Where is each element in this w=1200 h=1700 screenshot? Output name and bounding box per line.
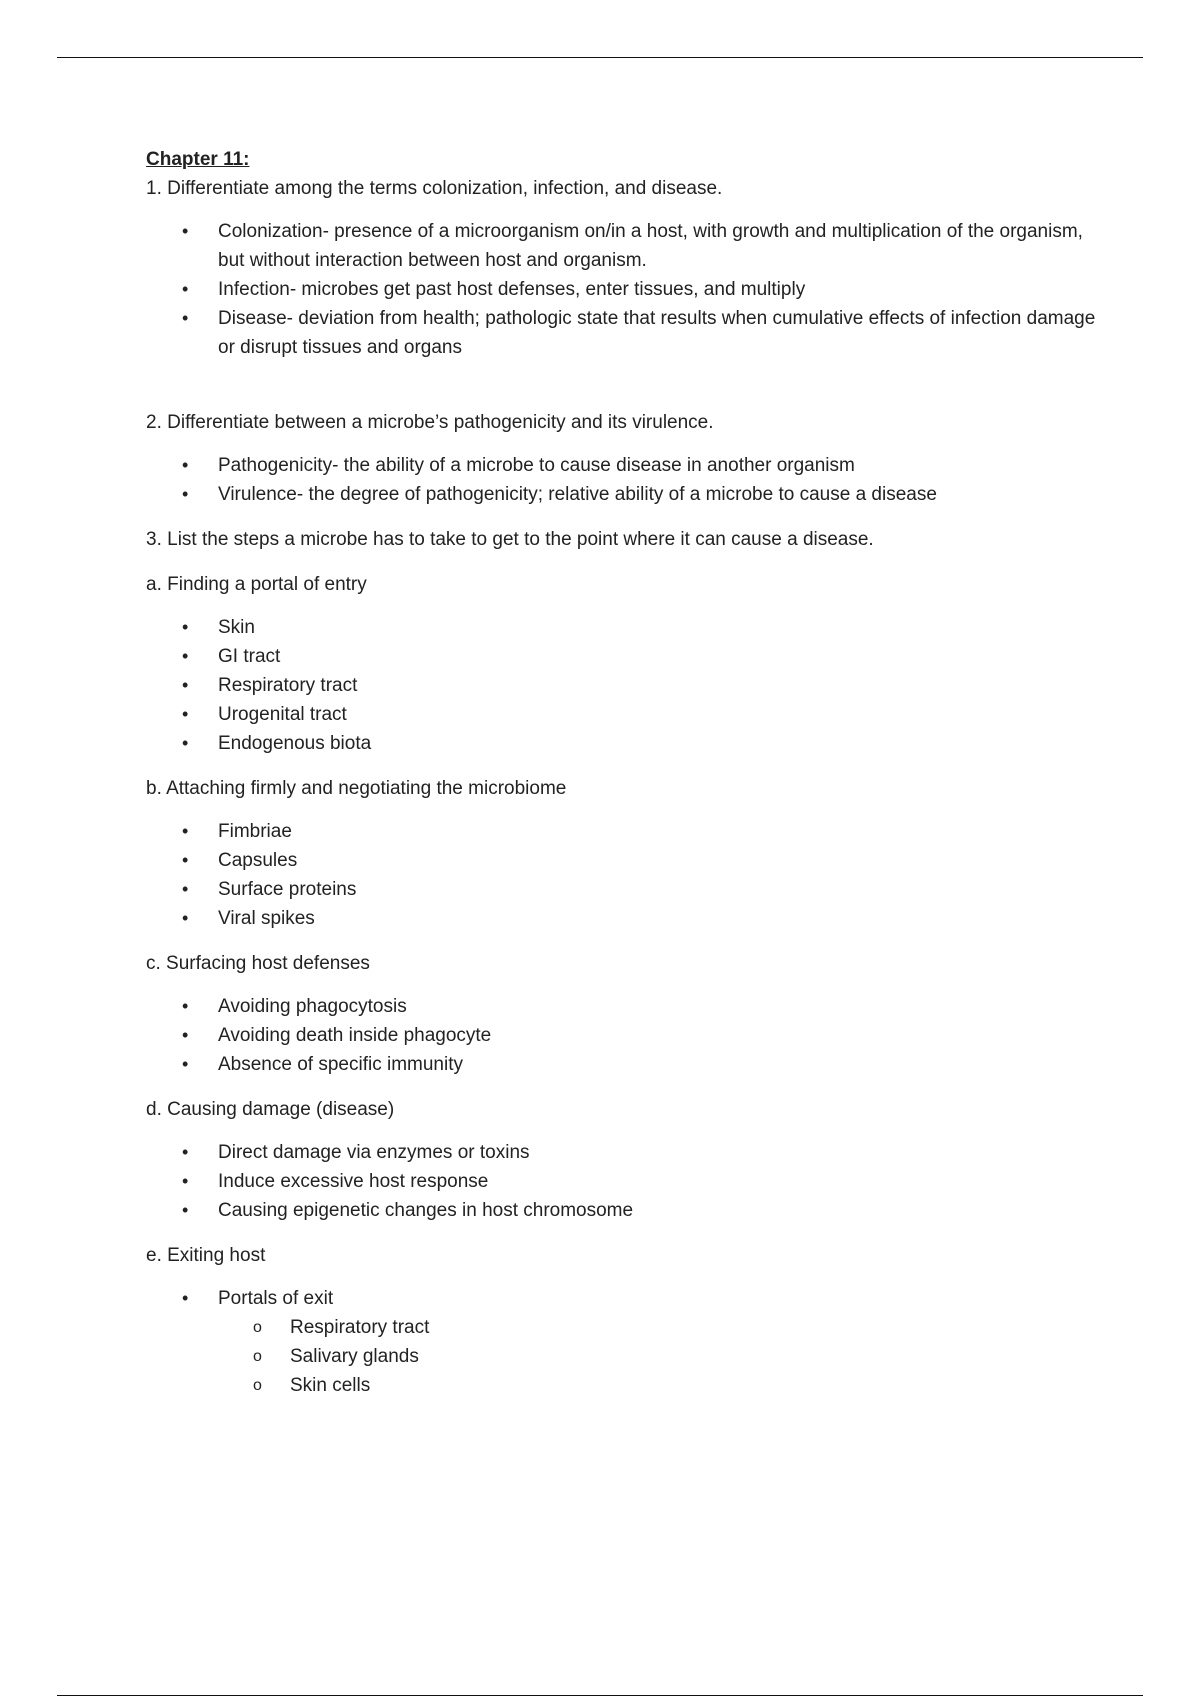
step-d-label: d. Causing damage (disease): [146, 1099, 395, 1120]
list-item: • Pathogenicity- the ability of a microbe to cause disease in another organism: [146, 451, 1096, 480]
header-rule: [57, 57, 1143, 58]
circle-bullet-icon: o: [253, 1377, 262, 1394]
bullet-icon: •: [182, 617, 189, 637]
footer-rule: [57, 1695, 1143, 1696]
list-item: • Virulence- the degree of pathogenicity; relative ability of a microbe to cause a disease: [146, 480, 1096, 509]
portals-of-exit-sublist: [218, 1313, 1096, 1400]
list-item: • Disease- deviation from health; pathologic state that results when cumulative effects of infection damage or disrupt tissues and organs: [146, 304, 1096, 362]
list-item: • Avoiding death inside phagocyte: [146, 1021, 1096, 1050]
list-item: • Viral spikes: [146, 904, 1096, 933]
question-1: 1. Differentiate among the terms colonization, infection, and disease.: [146, 178, 723, 199]
bullet-icon: •: [182, 484, 189, 504]
bullet-icon: •: [182, 704, 189, 724]
list-item: • Fimbriae: [146, 817, 1096, 846]
bullet-icon: •: [182, 1142, 189, 1162]
sub-list-item: o Salivary glands: [218, 1342, 1096, 1371]
bullet-icon: •: [182, 850, 189, 870]
list-item: • Urogenital tract: [146, 700, 1096, 729]
step-a-bullets: [146, 613, 1096, 758]
list-item: • Absence of specific immunity: [146, 1050, 1096, 1079]
circle-bullet-icon: o: [253, 1348, 262, 1365]
step-b-label: b. Attaching firmly and negotiating the microbiome: [146, 778, 567, 799]
bullet-icon: •: [182, 455, 189, 475]
step-b-bullets: [146, 817, 1096, 933]
question-2: 2. Differentiate between a microbe’s pathogenicity and its virulence.: [146, 412, 714, 433]
question-3: 3. List the steps a microbe has to take to get to the point where it can cause a disease.: [146, 529, 874, 550]
bullet-icon: •: [182, 908, 189, 928]
bullet-icon: •: [182, 279, 189, 299]
list-item: • Avoiding phagocytosis: [146, 992, 1096, 1021]
bullet-icon: •: [182, 733, 189, 753]
bullet-icon: •: [182, 308, 189, 328]
bullet-icon: •: [182, 996, 189, 1016]
list-item: • Capsules: [146, 846, 1096, 875]
bullet-icon: •: [182, 221, 189, 241]
step-a-label: a. Finding a portal of entry: [146, 574, 367, 595]
list-item: • Induce excessive host response: [146, 1167, 1096, 1196]
bullet-icon: •: [182, 675, 189, 695]
step-e-label: e. Exiting host: [146, 1245, 266, 1266]
step-c-label: c. Surfacing host defenses: [146, 953, 370, 974]
question-1-bullets: [146, 217, 1096, 362]
list-item: • GI tract: [146, 642, 1096, 671]
list-item: • Direct damage via enzymes or toxins: [146, 1138, 1096, 1167]
bullet-icon: •: [182, 1054, 189, 1074]
step-c-bullets: [146, 992, 1096, 1079]
step-e-bullets: [146, 1284, 1096, 1400]
bullet-icon: •: [182, 1171, 189, 1191]
bullet-icon: •: [182, 1200, 189, 1220]
list-item: • Colonization- presence of a microorganism on/in a host, with growth and multiplication of the organism, but without interaction between host and organism.: [146, 217, 1096, 275]
list-item: • Respiratory tract: [146, 671, 1096, 700]
bullet-icon: •: [182, 821, 189, 841]
bullet-icon: •: [182, 1025, 189, 1045]
list-item: • Endogenous biota: [146, 729, 1096, 758]
bullet-icon: •: [182, 1288, 189, 1308]
sub-list-item: o Skin cells: [218, 1371, 1096, 1400]
list-item: • Surface proteins: [146, 875, 1096, 904]
document-body: [146, 145, 1096, 1400]
chapter-title: Chapter 11:: [146, 149, 250, 170]
question-2-bullets: [146, 451, 1096, 509]
circle-bullet-icon: o: [253, 1319, 262, 1336]
list-item: • Causing epigenetic changes in host chromosome: [146, 1196, 1096, 1225]
step-d-bullets: [146, 1138, 1096, 1225]
list-item: • Portals of exit o Respiratory tract o Salivary glands o Skin cells: [146, 1284, 1096, 1400]
list-item: • Skin: [146, 613, 1096, 642]
list-item: • Infection- microbes get past host defenses, enter tissues, and multiply: [146, 275, 1096, 304]
bullet-icon: •: [182, 879, 189, 899]
sub-list-item: o Respiratory tract: [218, 1313, 1096, 1342]
bullet-icon: •: [182, 646, 189, 666]
